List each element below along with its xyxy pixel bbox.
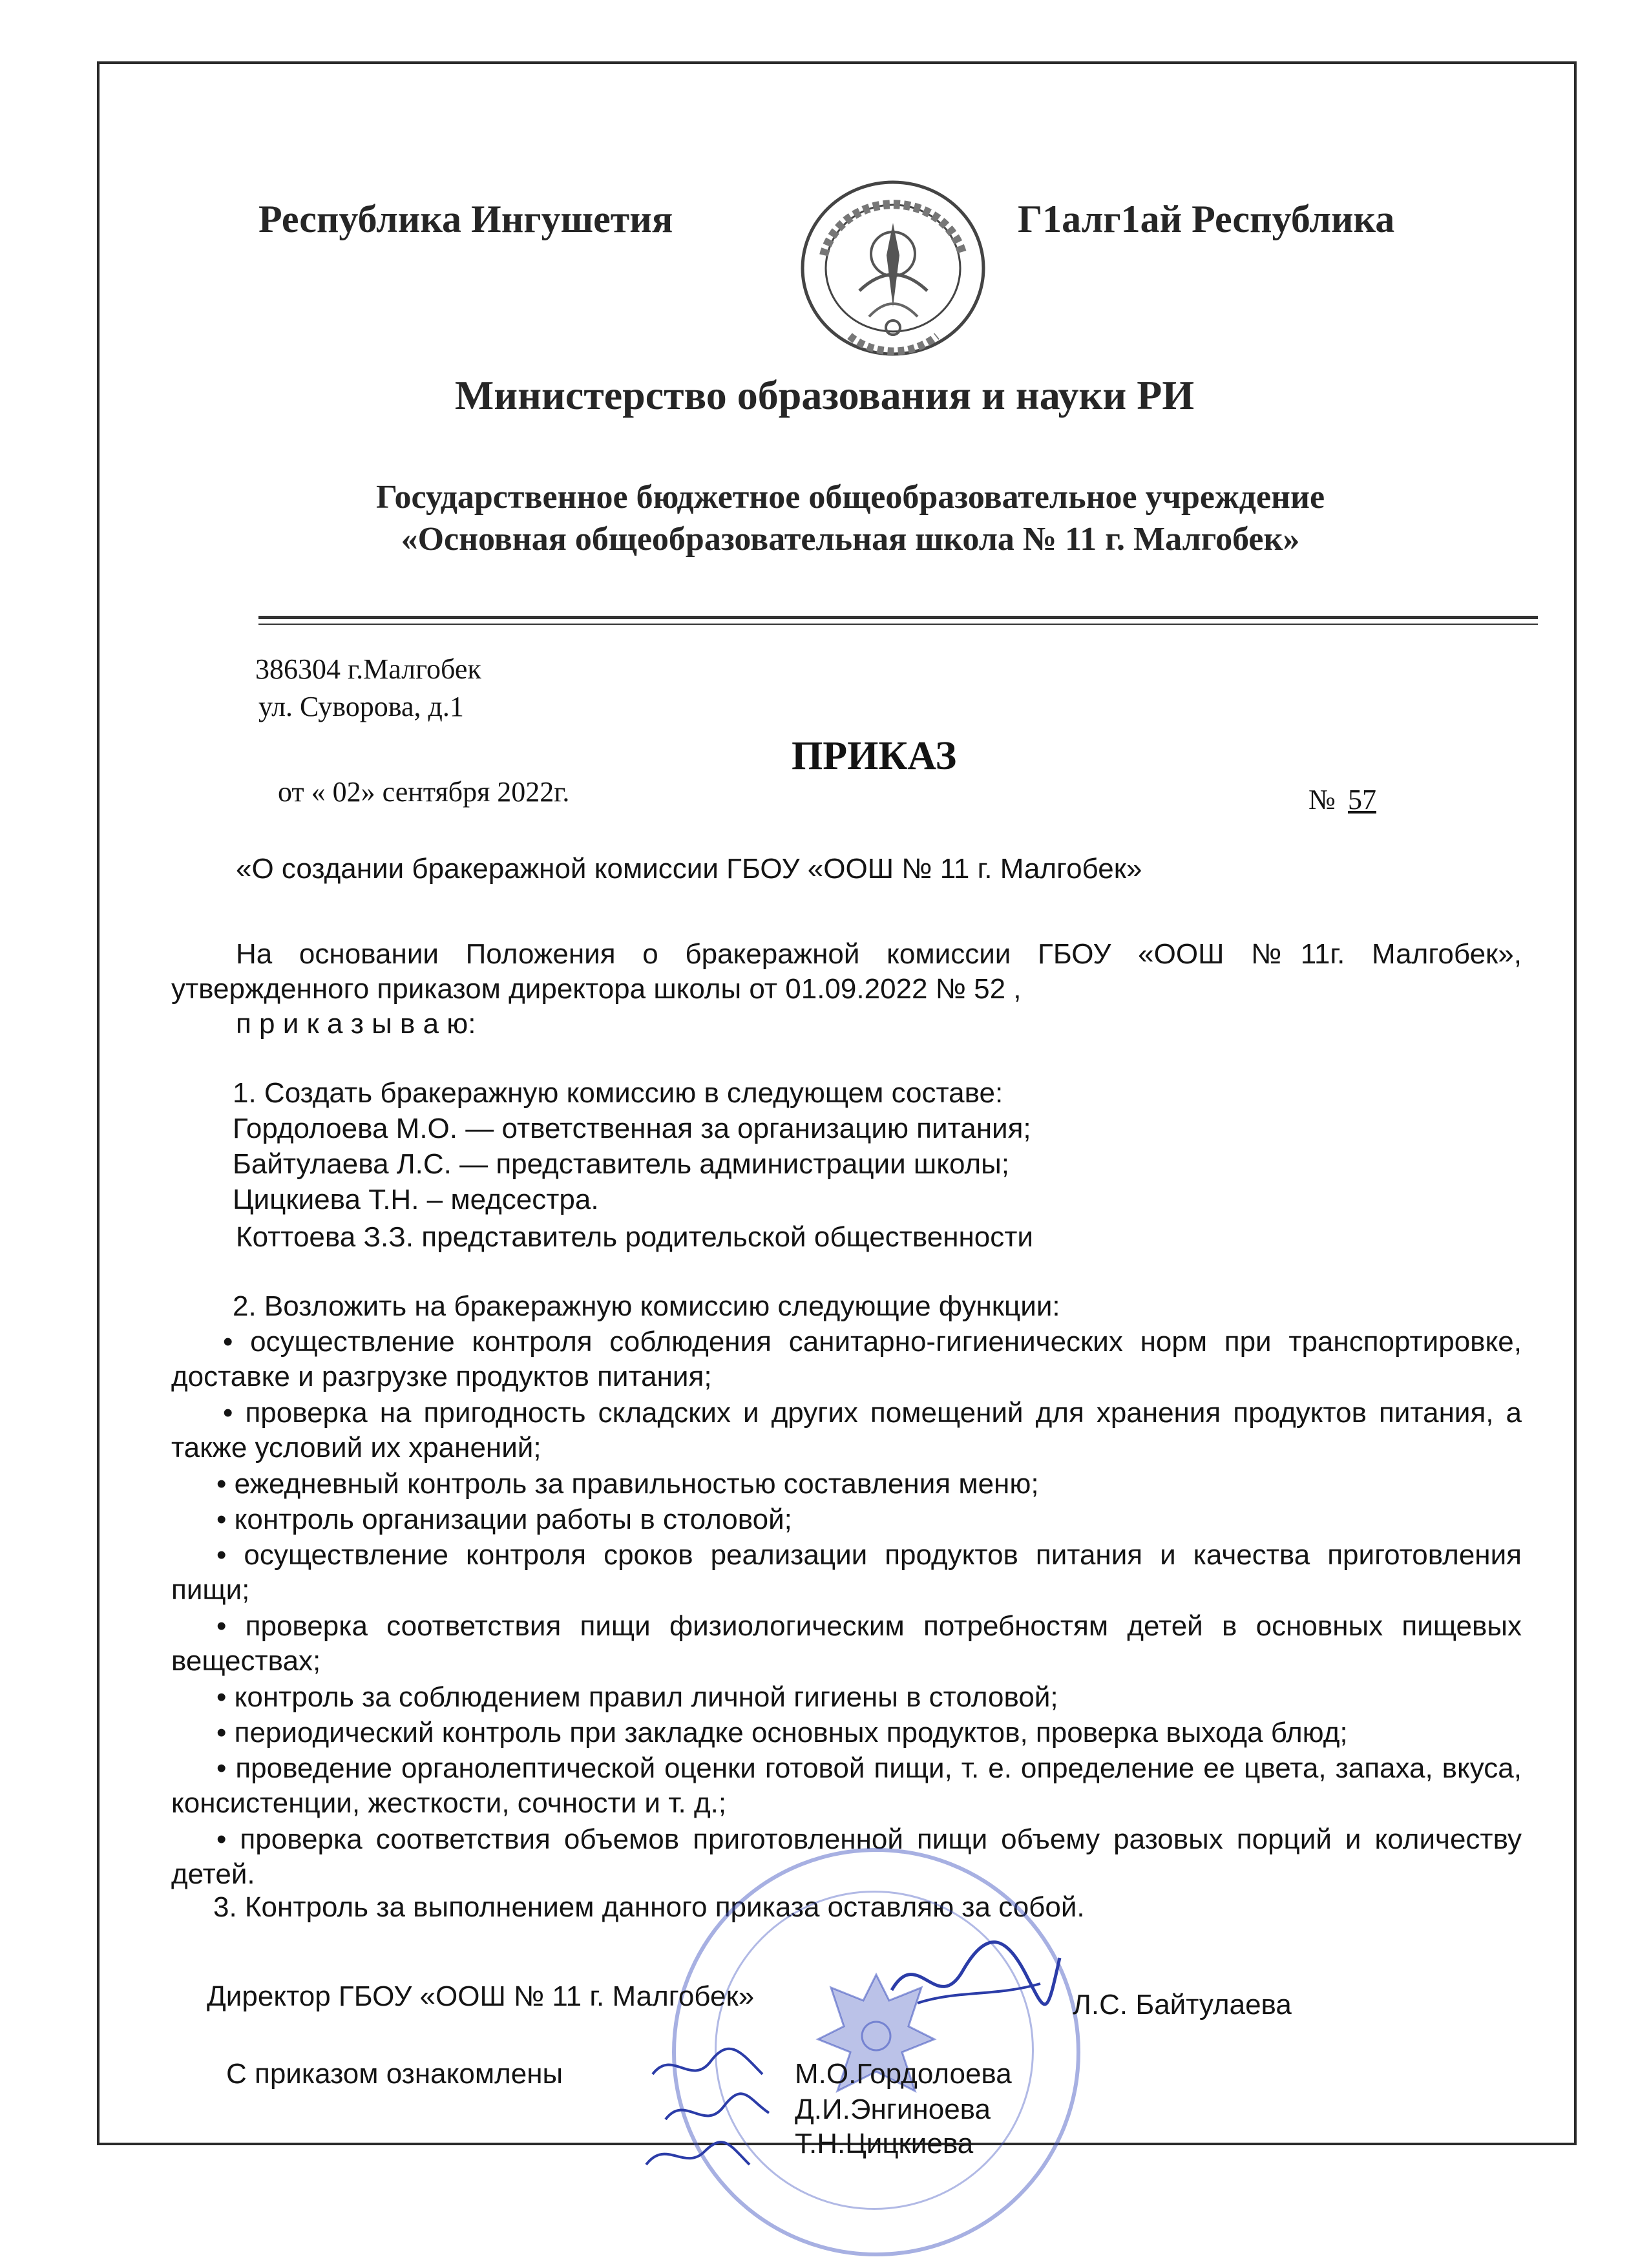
function-item-10: • проверка соответствия объемов приготовленной пищи объему разовых порций и количеству детей.: [171, 1823, 1522, 1890]
header-right-title: Г1алг1ай Республика: [1018, 198, 1395, 240]
basis-paragraph: [171, 937, 1522, 1042]
function-item-6: • проверка соответствия пищи физиологическим потребностям детей в основных пищевых веществах;: [171, 1610, 1522, 1677]
order-date: от « 02» сентября 2022г.: [278, 776, 570, 808]
header-left-title: Республика Ингушетия: [258, 198, 673, 240]
header-divider-thin: [258, 624, 1538, 625]
header-divider: [258, 616, 1538, 619]
institution-line-2: «Основная общеобразовательная школа № 11 г. Малгобек»: [401, 521, 1300, 558]
acquainted-name-1: М.О.Гордолоева: [795, 2058, 1012, 2090]
basis-text: На основании Положения о бракеражной комиссии ГБОУ «ООШ №11г. Малгобек», утвержденного приказом директора школы от 01.09.2022 № 52 ,: [171, 938, 1522, 1005]
member-3: Цицкиева Т.Н. – медсестра.: [233, 1184, 599, 1215]
function-item-1: • осуществление контроля соблюдения санитарно-гигиенических норм при транспортировке, доставке и разгрузке продуктов питания;: [171, 1326, 1522, 1392]
staff-signatures-icon: [640, 2035, 782, 2184]
acquainted-name-3: Т.Н.Цицкиева: [795, 2128, 974, 2159]
republic-emblem-icon: [798, 178, 989, 359]
order-word: п р и к а з ы в а ю:: [236, 1008, 476, 1040]
director-signature-icon: [879, 1932, 1066, 2029]
function-item-3: • ежедневный контроль за правильностью составления меню;: [216, 1468, 1039, 1500]
item-3: 3. Контроль за выполнением данного приказа оставляю за собой.: [213, 1891, 1085, 1923]
order-number-value: 57: [1347, 784, 1376, 815]
director-name: Л.С. Байтулаева: [1073, 1989, 1292, 2021]
order-number-prefix: №: [1308, 784, 1336, 815]
item-1-title: 1. Создать бракеражную комиссию в следующем составе:: [233, 1077, 1003, 1109]
member-4: Коттоева З.З. представитель родительской общественности: [236, 1221, 1033, 1253]
function-item-9: • проведение органолептической оценки готовой пищи, т. е. определение ее цвета, запаха, вкуса, консистенции, жесткости, сочности и т. д.;: [171, 1752, 1522, 1819]
order-title: ПРИКАЗ: [792, 734, 957, 778]
acquainted-label: С приказом ознакомлены: [226, 2058, 563, 2090]
institution-line-1: Государственное бюджетное общеобразовательное учреждение: [375, 479, 1325, 516]
item-2-title: 2. Возложить на бракеражную комиссию следующие функции:: [233, 1290, 1060, 1322]
acquainted-name-2: Д.И.Энгиноева: [795, 2094, 991, 2125]
function-item-8: • периодический контроль при закладке основных продуктов, проверка выхода блюд;: [216, 1717, 1348, 1748]
member-2: Байтулаева Л.С. — представитель администрации школы;: [233, 1148, 1009, 1180]
order-number: [1308, 783, 1376, 816]
function-item-7: • контроль за соблюдением правил личной гигиены в столовой;: [216, 1681, 1058, 1713]
function-item-2: • проверка на пригодность складских и других помещений для хранения продуктов питания, а также условий их хранений;: [171, 1397, 1522, 1464]
member-1: Гордолоева М.О. — ответственная за организацию питания;: [233, 1113, 1031, 1144]
order-subject: «О создании бракеражной комиссии ГБОУ «ООШ № 11 г. Малгобек»: [236, 853, 1142, 885]
director-position: Директор ГБОУ «ООШ № 11 г. Малгобек»: [207, 1980, 755, 2012]
address-line-2: ул. Суворова, д.1: [258, 691, 464, 722]
ministry-title: Министерство образования и науки РИ: [454, 372, 1195, 418]
function-item-5: • осуществление контроля сроков реализации продуктов питания и качества приготовления пищи;: [171, 1539, 1522, 1606]
address-line-1: 386304 г.Малгобек: [255, 653, 481, 685]
function-item-4: • контроль организации работы в столовой;: [216, 1504, 792, 1535]
